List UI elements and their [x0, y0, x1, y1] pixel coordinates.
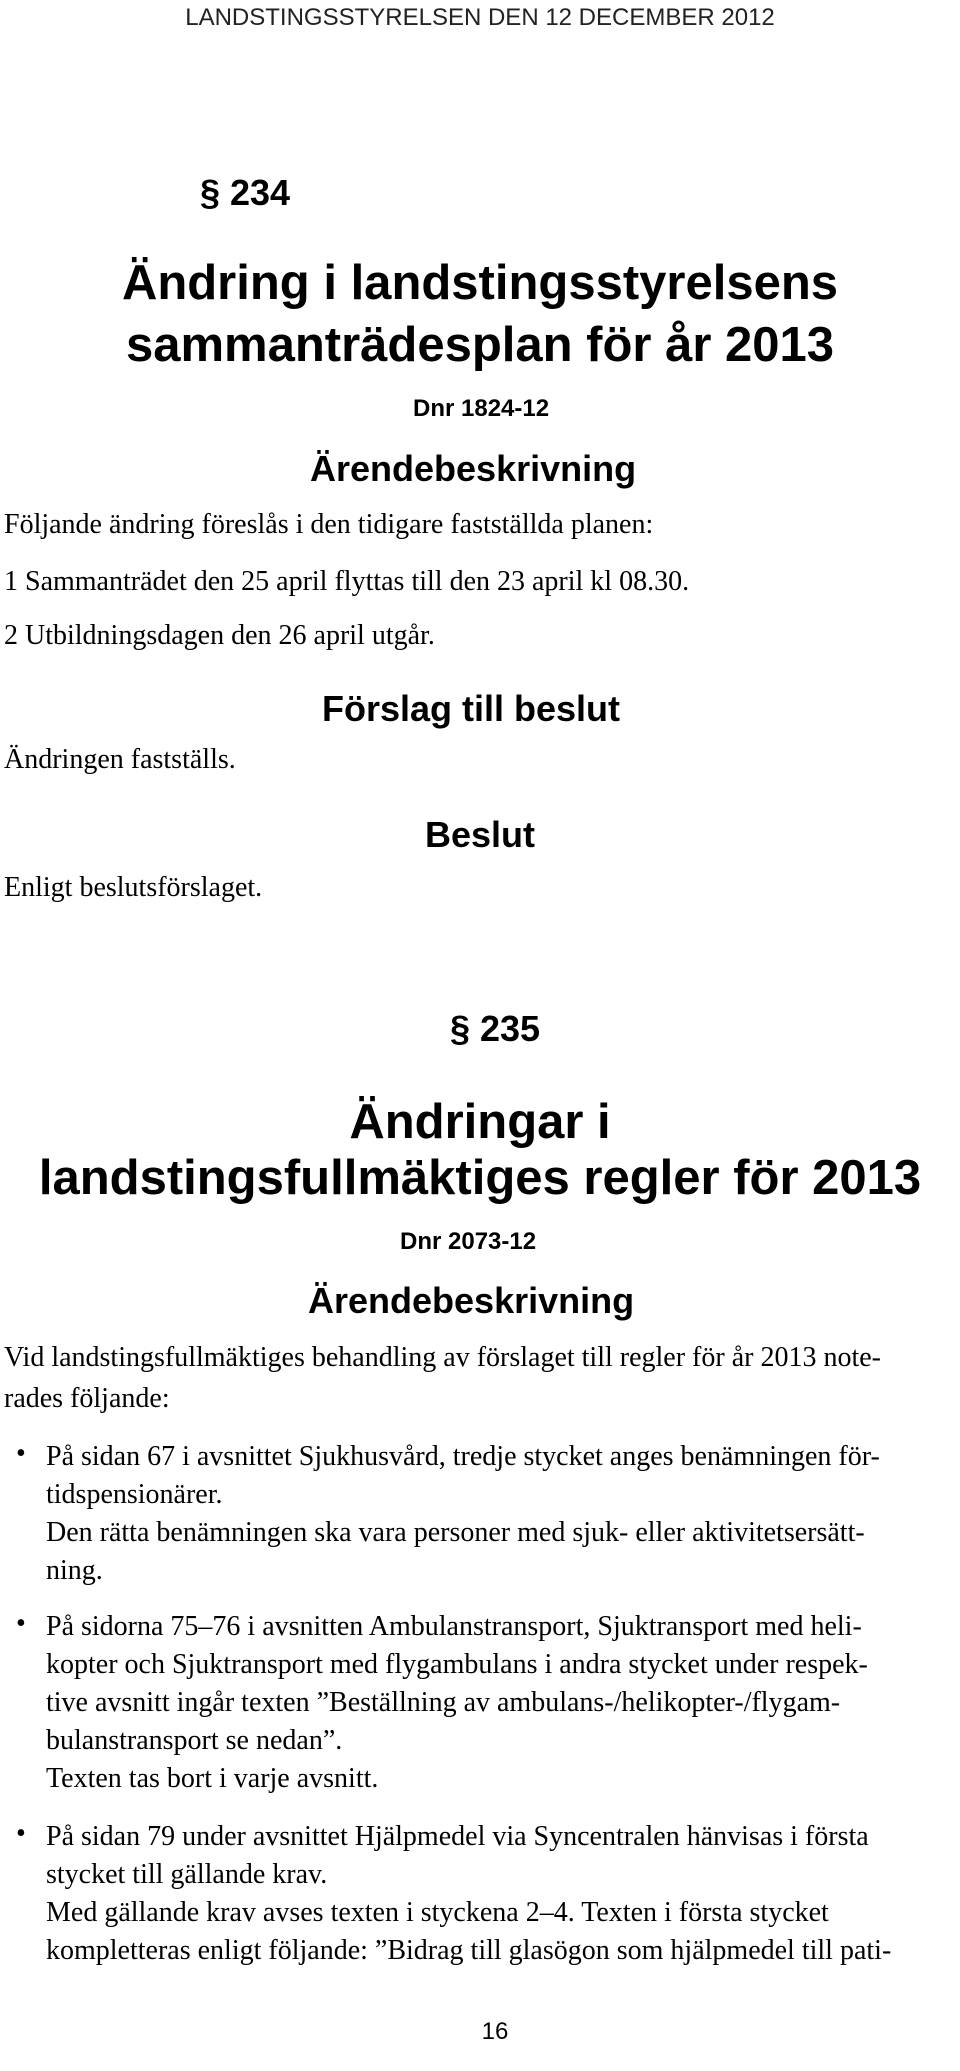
- section-234-forslag-heading: Förslag till beslut: [322, 688, 621, 729]
- section-234-number: § 234: [199, 172, 291, 213]
- section-234-beslut-heading: Beslut: [425, 814, 536, 855]
- section-235-title-line2: landstingsfullmäktiges regler för 2013: [38, 1151, 922, 1205]
- page-header: LANDSTINGSSTYRELSEN DEN 12 DECEMBER 2012: [185, 4, 775, 31]
- bullet-2: [46, 1608, 956, 1798]
- section-234-title-line2: sammanträdesplan för år 2013: [125, 318, 835, 372]
- bullet-1-line-3: Den rätta benämningen ska vara personer med sjuk- eller aktivitetsersätt-: [46, 1517, 865, 1548]
- bullet-2-line-2: kopter och Sjuktransport med flygambulans i andra stycket under respek-: [46, 1649, 868, 1680]
- bullet-3-marker: •: [16, 1818, 26, 1849]
- bullet-2-line-3: tive avsnitt ingår texten ”Beställning av ambulans-/helikopter-/flygam-: [46, 1687, 841, 1718]
- bullet-1: [46, 1438, 956, 1590]
- bullet-3: [46, 1818, 956, 1970]
- section-235-intro-line2: rades följande:: [4, 1383, 170, 1414]
- section-235-arendebeskrivning-heading: Ärendebeskrivning: [308, 1280, 635, 1321]
- section-234-title-line1: Ändring i landstingsstyrelsens: [121, 256, 839, 310]
- bullet-1-line-1: På sidan 67 i avsnittet Sjukhusvård, tredje stycket anges benämningen för-: [46, 1441, 880, 1472]
- section-234-arendebeskrivning-heading: Ärendebeskrivning: [310, 448, 637, 489]
- section-234-dnr: Dnr 1824-12: [413, 395, 550, 422]
- bullet-3-line-1: På sidan 79 under avsnittet Hjälpmedel via Syncentralen hänvisas i första: [46, 1821, 869, 1852]
- section-235-number: § 235: [449, 1008, 541, 1049]
- bullet-2-marker: •: [16, 1608, 26, 1639]
- section-234-intro: Följande ändring föreslås i den tidigare fastställda planen:: [4, 509, 654, 540]
- bullet-3-line-2: stycket till gällande krav.: [46, 1859, 328, 1890]
- bullet-2-line-5: Texten tas bort i varje avsnitt.: [46, 1763, 379, 1794]
- bullet-1-line-4: ning.: [46, 1555, 103, 1586]
- bullet-3-line-4: kompletteras enligt följande: ”Bidrag till glasögon som hjälpmedel till pati-: [46, 1935, 892, 1966]
- section-234-item-2: 2 Utbildningsdagen den 26 april utgår.: [4, 620, 435, 651]
- bullet-1-marker: •: [16, 1438, 26, 1469]
- section-234-item-1: 1 Sammanträdet den 25 april flyttas till den 23 april kl 08.30.: [4, 566, 690, 597]
- section-235-intro-line1: Vid landstingsfullmäktiges behandling av förslaget till regler för år 2013 note-: [4, 1342, 881, 1373]
- section-234-forslag-text: Ändringen fastställs.: [4, 744, 236, 775]
- bullet-2-line-4: bulanstransport se nedan”.: [46, 1725, 343, 1756]
- bullet-3-line-3: Med gällande krav avses texten i styckena 2–4. Texten i första stycket: [46, 1897, 829, 1928]
- bullet-1-line-2: tidspensionärer.: [46, 1479, 223, 1510]
- section-235-dnr: Dnr 2073-12: [400, 1228, 537, 1255]
- page-number: 16: [481, 2018, 509, 2045]
- section-235-title-line1: Ändringar i: [349, 1095, 611, 1149]
- bullet-2-line-1: På sidorna 75–76 i avsnitten Ambulanstransport, Sjuktransport med heli-: [46, 1611, 862, 1642]
- section-234-beslut-text: Enligt beslutsförslaget.: [4, 872, 263, 903]
